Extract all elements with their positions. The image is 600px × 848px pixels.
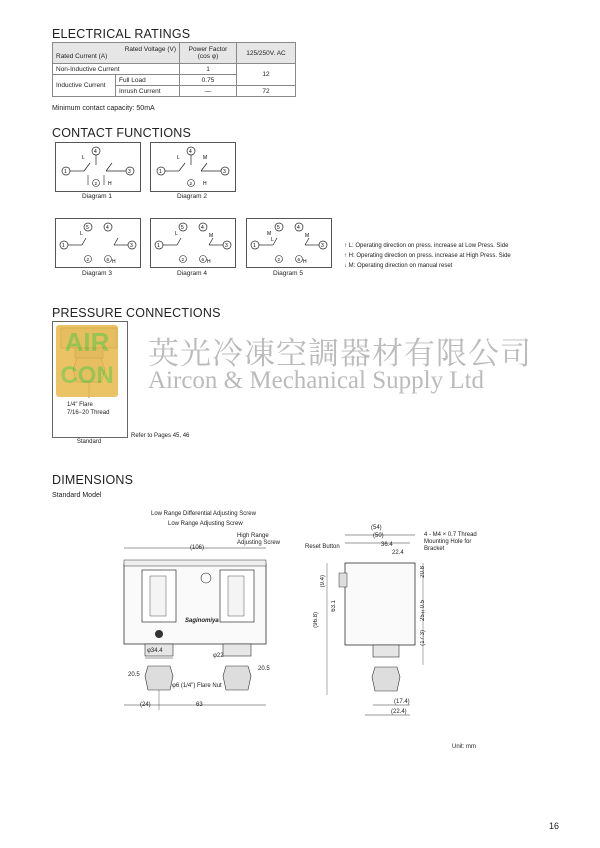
svg-text:5: 5 [181,225,184,231]
dim-106: (106) [190,545,205,551]
standard-label: Standard [76,439,102,445]
legend-h-text: H: Operating direction on press. increase at High Press. Side [348,253,511,259]
dim-224: 22.4 [392,550,404,556]
min-contact-note: Minimum contact capacity: 50mA [52,105,155,112]
diagram-1-label: Diagram 1 [82,193,112,200]
rated-voltage-header: Rated Voltage (V) [124,46,176,53]
svg-text:6: 6 [106,257,110,262]
dim-25: 25±0.5 [420,600,426,622]
dim-174: (17.4) [394,699,410,705]
svg-text:H: H [203,181,207,187]
svg-text:4: 4 [297,225,300,231]
legend-h: ↑ H: Operating direction on press. increase at High Press. Side [344,253,511,259]
side-view-drawing [315,525,440,725]
brand-plate: Saginomiya [185,618,219,624]
diagram-5-svg [247,219,331,267]
svg-text:L: L [82,155,85,161]
svg-text:3: 3 [128,169,131,175]
svg-text:2: 2 [86,257,90,262]
val-12: 12 [237,64,296,86]
dim-224b: (22.4) [391,709,407,715]
svg-text:4: 4 [201,225,204,231]
corner-header [53,43,180,64]
svg-text:H: H [112,259,116,265]
svg-text:3: 3 [321,243,324,249]
dim-54: (54) [371,525,382,531]
svg-text:3: 3 [223,169,226,175]
diagram-3-label: Diagram 3 [82,270,112,277]
standard-model-label: Standard Model [52,492,102,499]
section-title-contact: CONTACT FUNCTIONS [52,126,192,140]
legend-l: ↑ L: Operating direction on press. increase at Low Press. Side [344,243,509,249]
thread-label: 7/16−20 Thread [67,410,110,416]
diagram-4-box [150,218,236,268]
unit-label: Unit: mm [452,744,476,750]
dim-208: 20.8 [420,566,426,578]
row-noninductive: Non-Inductive Current [53,64,180,75]
svg-text:3: 3 [225,243,228,249]
ac-header: 125/250V. AC [237,43,296,64]
ni-pf: 1 [180,64,237,75]
in-pf: — [180,86,237,97]
dim-344: φ34.4 [147,648,163,654]
svg-text:5: 5 [277,225,280,231]
row-inductive: Inductive Current [53,75,116,97]
val-72: 72 [237,86,296,97]
diagram-2-box [150,142,236,192]
svg-text:1: 1 [62,243,65,249]
svg-text:4: 4 [189,149,192,155]
diagram-1-box [55,142,141,192]
svg-text:H: H [108,181,112,187]
svg-text:1: 1 [64,169,67,175]
svg-text:L: L [177,155,180,161]
dim-50: (50) [373,533,384,539]
svg-text:L: L [175,231,178,237]
lbl-flare-nut: φ6 (1/4") Flare Nut [172,683,222,689]
svg-text:2: 2 [277,257,281,262]
fl-pf: 0.75 [180,75,237,86]
logo-bottom: CON [60,362,114,389]
diagram-2-svg [151,143,235,191]
lbl-low-adj: Low Range Adjusting Screw [168,521,243,527]
svg-text:H: H [303,259,307,265]
diagram-4-label: Diagram 4 [177,270,207,277]
dim-631: 63.1 [331,600,337,612]
dim-364: 36.4 [381,542,393,548]
lbl-reset: Reset Button [305,544,340,550]
diagram-1-svg [56,143,140,191]
section-title-pressure: PRESSURE CONNECTIONS [52,306,221,320]
svg-text:2: 2 [189,181,193,186]
svg-text:1: 1 [159,169,162,175]
lbl-low-diff: Low Range Differential Adjusting Screw [151,511,256,517]
page-number: 16 [549,821,560,831]
power-factor-header [180,43,237,64]
dim-94: (9.4) [320,575,326,588]
ratings-table-wrap [52,42,296,97]
dim-968: (96.8) [313,612,319,628]
cos-label: (cos φ) [197,53,219,60]
svg-text:6: 6 [201,257,205,262]
svg-text:M: M [203,155,208,161]
watermark-english: Aircon & Mechanical Supply Ltd [148,367,485,394]
diagram-5-label: Diagram 5 [273,270,303,277]
dim-24: (24) [140,702,151,708]
ratings-table [52,42,296,97]
dim-205a: 20.5 [128,672,140,678]
svg-text:2: 2 [94,181,98,186]
svg-text:L: L [271,237,274,243]
svg-text:M: M [267,231,272,237]
lbl-thread-hole: 4 - M4 × 0.7 Thread Mounting Hole for Bracket [424,532,477,552]
lbl-high-adj: High Range Adjusting Screw [237,533,281,546]
svg-text:2: 2 [181,257,185,262]
diagram-2-label: Diagram 2 [177,193,207,200]
svg-text:M: M [209,233,214,239]
flare-label: 1/4" Flare [67,402,93,408]
svg-text:1: 1 [157,243,160,249]
svg-text:4: 4 [94,149,97,155]
section-title-electrical: ELECTRICAL RATINGS [52,27,191,41]
aircon-logo [56,325,118,397]
dim-63: 63 [196,702,203,708]
rated-current-header: Rated Current (A) [56,53,108,60]
watermark-chinese: 英光冷凍空調器材有限公司 [148,336,532,372]
legend-m-text: M: Operating direction on manual reset [348,263,453,269]
svg-text:6: 6 [297,257,301,262]
logo-top: AIR [64,327,110,357]
diagram-5-box [246,218,332,268]
svg-text:3: 3 [130,243,133,249]
section-title-dimensions: DIMENSIONS [52,473,134,487]
contact-legend [344,241,511,271]
dim-205b: 20.5 [258,666,270,672]
svg-text:1: 1 [253,243,256,249]
diagram-3-box [55,218,141,268]
svg-text:L: L [80,231,83,237]
power-factor-label: Power Factor [188,46,228,53]
svg-text:5: 5 [86,225,89,231]
legend-m: ↓ M: Operating direction on manual reset [344,263,453,269]
refer-pages: Refer to Pages 45, 46 [131,433,190,439]
svg-text:M: M [305,233,310,239]
svg-text:4: 4 [106,225,109,231]
diagram-3-svg [56,219,140,267]
legend-l-text: L: Operating direction on press. increase at Low Press. Side [348,243,509,249]
svg-text:H: H [207,259,211,265]
row-inrush: Inrush Current [116,86,180,97]
row-fullload: Full Load [116,75,180,86]
dim-173: (17.3) [420,630,426,646]
diagram-4-svg [151,219,235,267]
dim-22: φ22 [213,653,224,659]
